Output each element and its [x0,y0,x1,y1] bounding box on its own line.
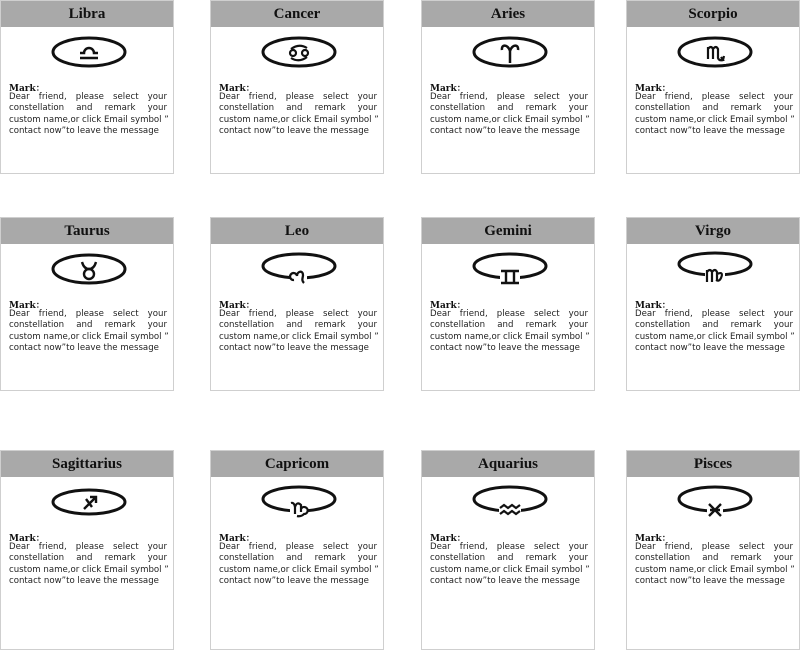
mark-label: Mark： [430,301,466,311]
sign-title: Taurus [1,218,173,244]
instruction-text: Dear friend, please select your constellation and remark your custom name,or click Email symbol ” contact now”to leave the message [219,92,379,136]
product-card-aries[interactable] [421,0,595,174]
product-card-leo[interactable] [210,217,384,391]
mark-label: Mark： [635,534,671,544]
mark-label: Mark： [635,84,671,94]
sign-title: Libra [1,1,173,27]
sagittarius-bracelet-icon [51,483,127,519]
taurus-bracelet-icon [51,250,127,286]
mark-label: Mark： [219,534,255,544]
virgo-bracelet-icon [677,250,753,286]
product-card-virgo[interactable] [626,217,800,391]
sign-title: Aquarius [422,451,594,477]
mark-label: Mark： [430,534,466,544]
pisces-bracelet-icon [677,483,753,519]
mark-label: Mark： [219,84,255,94]
sign-title: Capricom [211,451,383,477]
product-card-taurus[interactable] [0,217,174,391]
sign-title: Cancer [211,1,383,27]
scorpio-bracelet-icon [677,33,753,69]
aquarius-bracelet-icon [472,483,548,519]
product-card-cancer[interactable] [210,0,384,174]
instruction-text: Dear friend, please select your constellation and remark your custom name,or click Email symbol ” contact now”to leave the message [9,309,169,353]
product-card-aquarius[interactable] [421,450,595,650]
sign-title: Scorpio [627,1,799,27]
cancer-bracelet-icon [261,33,337,69]
mark-label: Mark： [9,534,45,544]
instruction-text: Dear friend, please select your constellation and remark your custom name,or click Email symbol ” contact now”to leave the message [219,309,379,353]
sign-title: Leo [211,218,383,244]
instruction-text: Dear friend, please select your constellation and remark your custom name,or click Email symbol ” contact now”to leave the message [430,542,590,586]
sign-title: Virgo [627,218,799,244]
mark-label: Mark： [219,301,255,311]
libra-bracelet-icon [51,33,127,69]
mark-label: Mark： [635,301,671,311]
product-card-capricom[interactable] [210,450,384,650]
instruction-text: Dear friend, please select your constellation and remark your custom name,or click Email symbol ” contact now”to leave the message [635,92,795,136]
instruction-text: Dear friend, please select your constellation and remark your custom name,or click Email symbol ” contact now”to leave the message [430,309,590,353]
product-card-scorpio[interactable] [626,0,800,174]
product-card-libra[interactable] [0,0,174,174]
product-card-gemini[interactable] [421,217,595,391]
sign-title: Sagittarius [1,451,173,477]
capricorn-bracelet-icon [261,483,337,519]
instruction-text: Dear friend, please select your constellation and remark your custom name,or click Email symbol ” contact now”to leave the message [9,542,169,586]
instruction-text: Dear friend, please select your constellation and remark your custom name,or click Email symbol ” contact now”to leave the message [430,92,590,136]
aries-bracelet-icon [472,33,548,69]
leo-bracelet-icon [261,250,337,286]
instruction-text: Dear friend, please select your constellation and remark your custom name,or click Email symbol ” contact now”to leave the message [9,92,169,136]
product-card-sagittarius[interactable] [0,450,174,650]
mark-label: Mark： [9,301,45,311]
sign-title: Pisces [627,451,799,477]
product-card-pisces[interactable] [626,450,800,650]
instruction-text: Dear friend, please select your constellation and remark your custom name,or click Email symbol ” contact now”to leave the message [635,542,795,586]
sign-title: Aries [422,1,594,27]
sign-title: Gemini [422,218,594,244]
instruction-text: Dear friend, please select your constellation and remark your custom name,or click Email symbol ” contact now”to leave the message [219,542,379,586]
instruction-text: Dear friend, please select your constellation and remark your custom name,or click Email symbol ” contact now”to leave the message [635,309,795,353]
mark-label: Mark： [430,84,466,94]
mark-label: Mark： [9,84,45,94]
gemini-bracelet-icon [472,250,548,286]
